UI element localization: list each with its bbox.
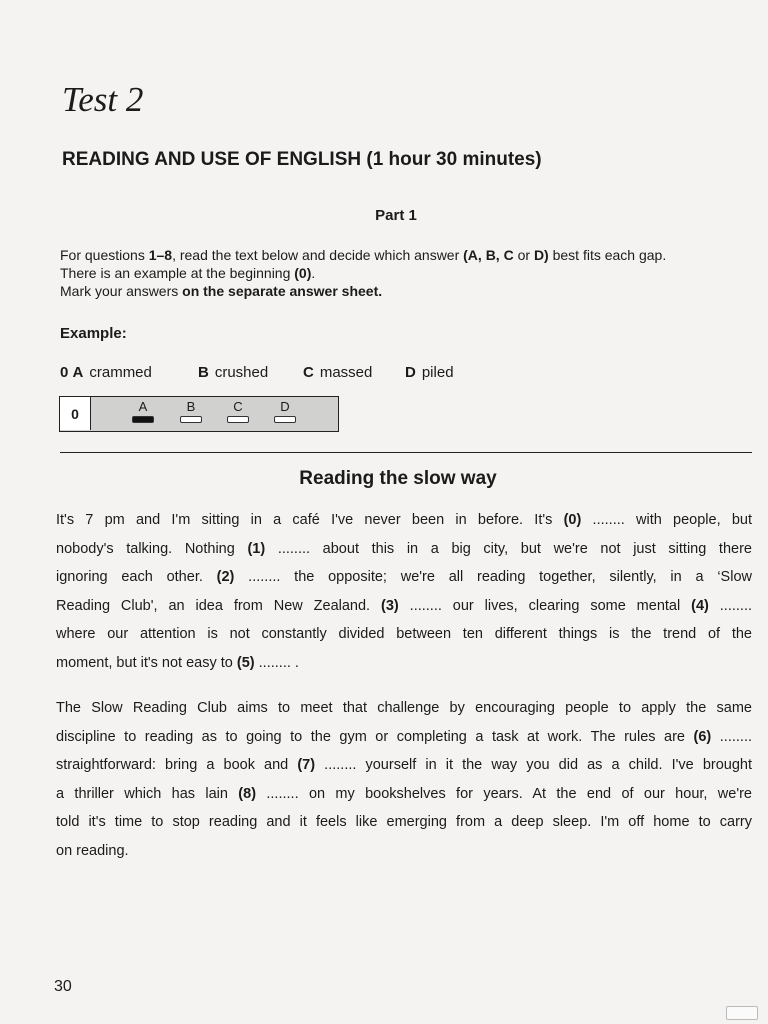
- instruction-emphasis: (A, B, C: [463, 247, 514, 263]
- gap-number: (8): [238, 785, 257, 802]
- option-text: massed: [319, 364, 373, 381]
- answer-letter: B: [186, 399, 196, 414]
- passage-line: [56, 535, 752, 564]
- passage-text: a thriller which has lain: [56, 785, 239, 802]
- instruction-text: best fits each gap.: [548, 247, 667, 263]
- instruction-line-3: [60, 282, 760, 300]
- filled-bubble: [132, 416, 154, 423]
- passage-paragraph-2: [56, 694, 752, 865]
- instruction-text: or: [513, 247, 534, 263]
- instruction-text: , read the text below and decide which answer: [172, 247, 464, 263]
- answer-sheet-number: 0: [60, 397, 91, 430]
- section-name: READING AND USE OF ENGLISH: [62, 149, 362, 170]
- answer-bubble-a: [130, 399, 156, 423]
- gap-number: (0): [563, 512, 582, 528]
- option-text: piled: [421, 364, 454, 381]
- instruction-text: There is an example at the beginning: [60, 265, 295, 281]
- instruction-emphasis: D): [533, 247, 549, 263]
- passage-text: straightforward: bring a book and: [56, 757, 298, 773]
- passage-text: where our attention is not constantly divided between ten different things is the trend of the: [56, 626, 752, 642]
- example-option-b: [198, 364, 268, 381]
- passage-text: moment, but it's not easy to: [56, 654, 237, 671]
- passage-text: It's 7 pm and I'm sitting in a café I've never been in before. It's: [56, 512, 564, 528]
- passage-line: [56, 563, 752, 592]
- gap-number: (3): [381, 597, 399, 614]
- passage-text: ........ about this in a big city, but we're not just sitting there: [265, 540, 752, 557]
- passage-line: [56, 723, 752, 752]
- passage-text: ........ the opposite; we're all reading together, silently, in a ‘Slow: [234, 569, 752, 585]
- instruction-text: Mark your answers: [60, 283, 183, 299]
- passage-text: discipline to reading as to going to the gym or completing a task at work. The rules are: [56, 728, 694, 745]
- example-number: 0: [60, 364, 69, 381]
- gap-number: (4): [691, 597, 709, 614]
- passage-line: [56, 808, 752, 837]
- passage-line: [56, 649, 752, 678]
- passage-text: ........: [708, 597, 753, 614]
- example-option-d: [405, 364, 454, 381]
- empty-bubble: [274, 416, 296, 423]
- instructions: [60, 246, 760, 300]
- test-title: Test 2: [62, 80, 144, 119]
- example-label: Example:: [60, 325, 127, 342]
- answer-letter: C: [233, 399, 243, 414]
- instruction-emphasis: 1–8: [148, 247, 173, 263]
- option-text: crammed: [89, 364, 152, 381]
- example-answer-sheet: [59, 396, 339, 432]
- part-title: Part 1: [375, 207, 417, 224]
- answer-bubble-d: [272, 399, 298, 423]
- option-letter: D: [405, 364, 416, 381]
- empty-bubble: [180, 416, 202, 423]
- passage-line: [56, 751, 752, 780]
- gap-number: (6): [693, 728, 712, 745]
- section-title: [62, 149, 542, 171]
- passage-line: [56, 694, 752, 723]
- passage-text: ........ yourself in it the way you did as a child. I've brought: [315, 757, 752, 773]
- scanner-logo-icon: [726, 1006, 758, 1020]
- passage-line: [56, 837, 752, 866]
- answer-letter: A: [138, 399, 148, 414]
- section-divider: [60, 452, 752, 453]
- passage-line: [56, 620, 752, 649]
- passage-text: on reading.: [56, 842, 129, 859]
- passage-text: told it's time to stop reading and it feels like emerging from a deep sleep. I'm off home to carry: [56, 814, 752, 830]
- passage-line: [56, 780, 752, 809]
- gap-number: (1): [247, 540, 266, 557]
- gap-number: (7): [297, 757, 316, 773]
- empty-bubble: [227, 416, 249, 423]
- instruction-line-2: [60, 264, 760, 282]
- passage-line: [56, 506, 752, 535]
- option-letter: C: [303, 364, 314, 381]
- example-option-c: [303, 364, 372, 381]
- option-text: crushed: [214, 364, 269, 381]
- passage-title: Reading the slow way: [299, 468, 497, 489]
- passage-text: ........: [711, 728, 752, 745]
- instruction-emphasis: (0): [294, 265, 312, 281]
- gap-number: (5): [236, 654, 255, 671]
- option-letter: A: [72, 364, 84, 381]
- option-letter: B: [198, 364, 209, 381]
- passage-text: ........ on my bookshelves for years. At the end of our hour, we're: [256, 785, 752, 802]
- passage-text: Reading Club', an idea from New Zealand.: [56, 597, 382, 614]
- answer-bubble-c: [225, 399, 251, 423]
- instruction-line-1: [60, 246, 760, 264]
- example-option-a: [60, 364, 152, 381]
- passage-text: ........ with people, but: [581, 512, 752, 528]
- instruction-text: .: [311, 265, 316, 281]
- gap-number: (2): [216, 569, 235, 585]
- passage-text: The Slow Reading Club aims to meet that challenge by encouraging people to apply the same: [56, 700, 752, 716]
- passage-line: [56, 592, 752, 621]
- answer-bubble-b: [178, 399, 204, 423]
- section-duration: (1 hour 30 minutes): [366, 149, 542, 170]
- answer-letter: D: [280, 399, 290, 414]
- page-number: 30: [54, 978, 72, 995]
- passage-paragraph-1: [56, 506, 752, 677]
- passage-text: nobody's talking. Nothing: [56, 540, 248, 557]
- passage-text: ignoring each other.: [56, 569, 217, 585]
- instruction-text: For questions: [60, 247, 149, 263]
- passage-text: ........ our lives, clearing some mental: [398, 597, 692, 614]
- instruction-emphasis: on the separate answer sheet.: [182, 283, 383, 299]
- passage-text: ........ .: [254, 654, 299, 671]
